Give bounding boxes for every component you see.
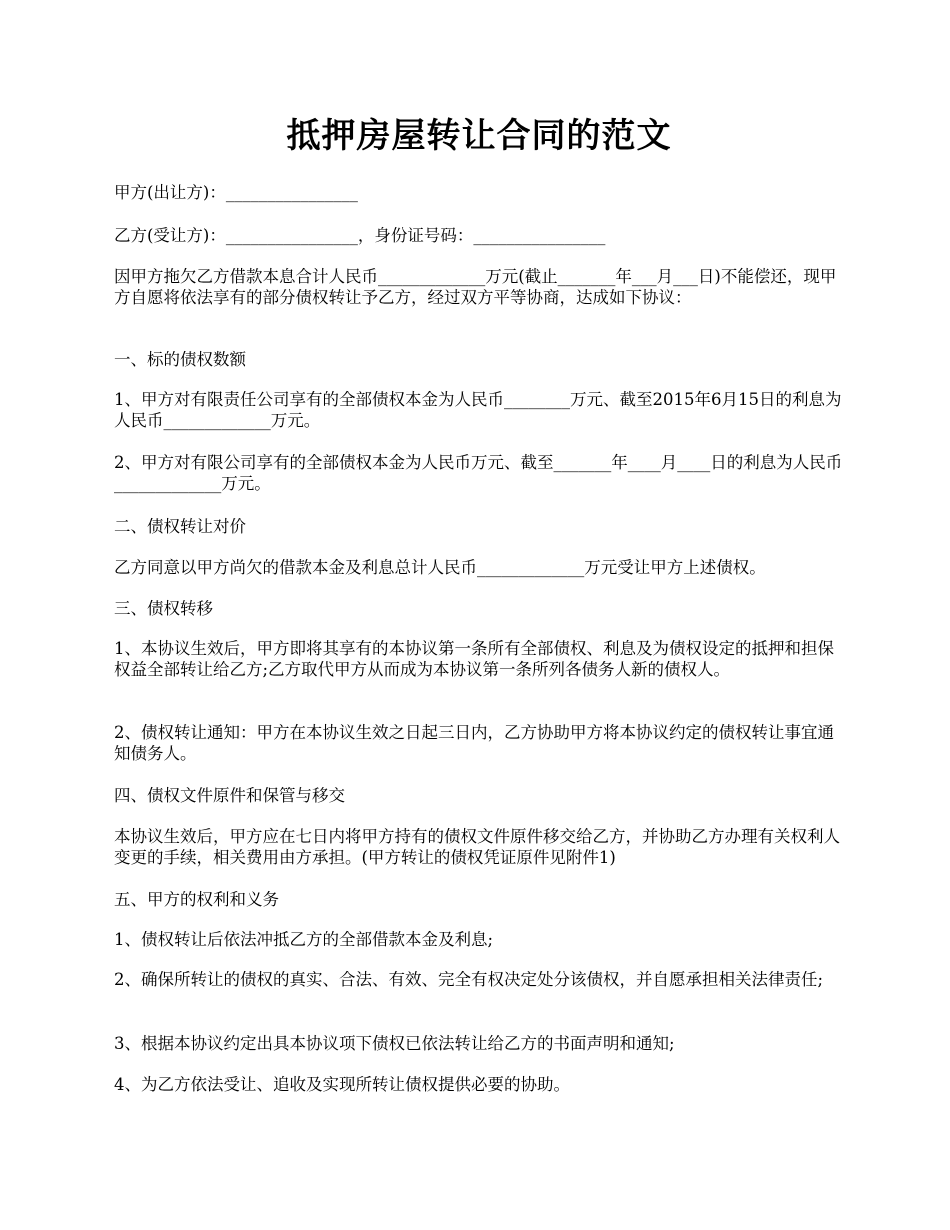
clause-1-1: 1、甲方对有限责任公司享有的全部债权本金为人民币________万元、截至2015年6月15日的利息为人民币_____________万元。: [114, 390, 842, 430]
section-heading-5: 五、甲方的权利和义务: [114, 890, 279, 909]
section-heading-2: 二、债权转让对价: [114, 517, 246, 536]
preamble-paragraph: 因甲方拖欠乙方借款本息合计人民币_____________万元(截止_______年___月___日)不能偿还，现甲方自愿将依法享有的部分债权转让予乙方，经过双方平等协商，达成如下协议：: [114, 267, 837, 307]
clause-2: 乙方同意以甲方尚欠的借款本金及利息总计人民币_____________万元受让甲方上述债权。: [114, 558, 766, 577]
clause-5-1: 1、债权转让后依法冲抵乙方的全部借款本金及利息;: [114, 930, 494, 949]
clause-3-1: 1、本协议生效后，甲方即将其享有的本协议第一条所有全部债权、利息及为债权设定的抵押和担保权益全部转让给乙方;乙方取代甲方从而成为本协议第一条所列各债务人新的债权人。: [114, 639, 834, 679]
clause-5-2: 2、确保所转让的债权的真实、合法、有效、完全有权决定处分该债权，并自愿承担相关法律责任;: [114, 970, 824, 989]
document-title: 抵押房屋转让合同的范文: [286, 116, 672, 156]
clause-3-2: 2、债权转让通知：甲方在本协议生效之日起三日内，乙方协助甲方将本协议约定的债权转让事宜通知债务人。: [114, 723, 834, 763]
clause-4: 本协议生效后，甲方应在七日内将甲方持有的债权文件原件移交给乙方，并协助乙方办理有关权利人变更的手续，相关费用由方承担。(甲方转让的债权凭证原件见附件1): [114, 827, 840, 867]
party-b-line: 乙方(受让方)：________________，身份证号码：________________: [114, 226, 606, 245]
clause-1-2: 2、甲方对有限公司享有的全部债权本金为人民币万元、截至_______年____月____日的利息为人民币_____________万元。: [114, 453, 843, 493]
section-heading-3: 三、债权转移: [114, 599, 213, 618]
party-a-line: 甲方(出让方)：________________: [114, 183, 358, 202]
section-heading-1: 一、标的债权数额: [114, 350, 246, 369]
section-heading-4: 四、债权文件原件和保管与移交: [114, 786, 345, 805]
clause-5-3: 3、根据本协议约定出具本协议项下债权已依法转让给乙方的书面声明和通知;: [114, 1034, 675, 1053]
clause-5-4: 4、为乙方依法受让、追收及实现所转让债权提供必要的协助。: [114, 1075, 570, 1094]
